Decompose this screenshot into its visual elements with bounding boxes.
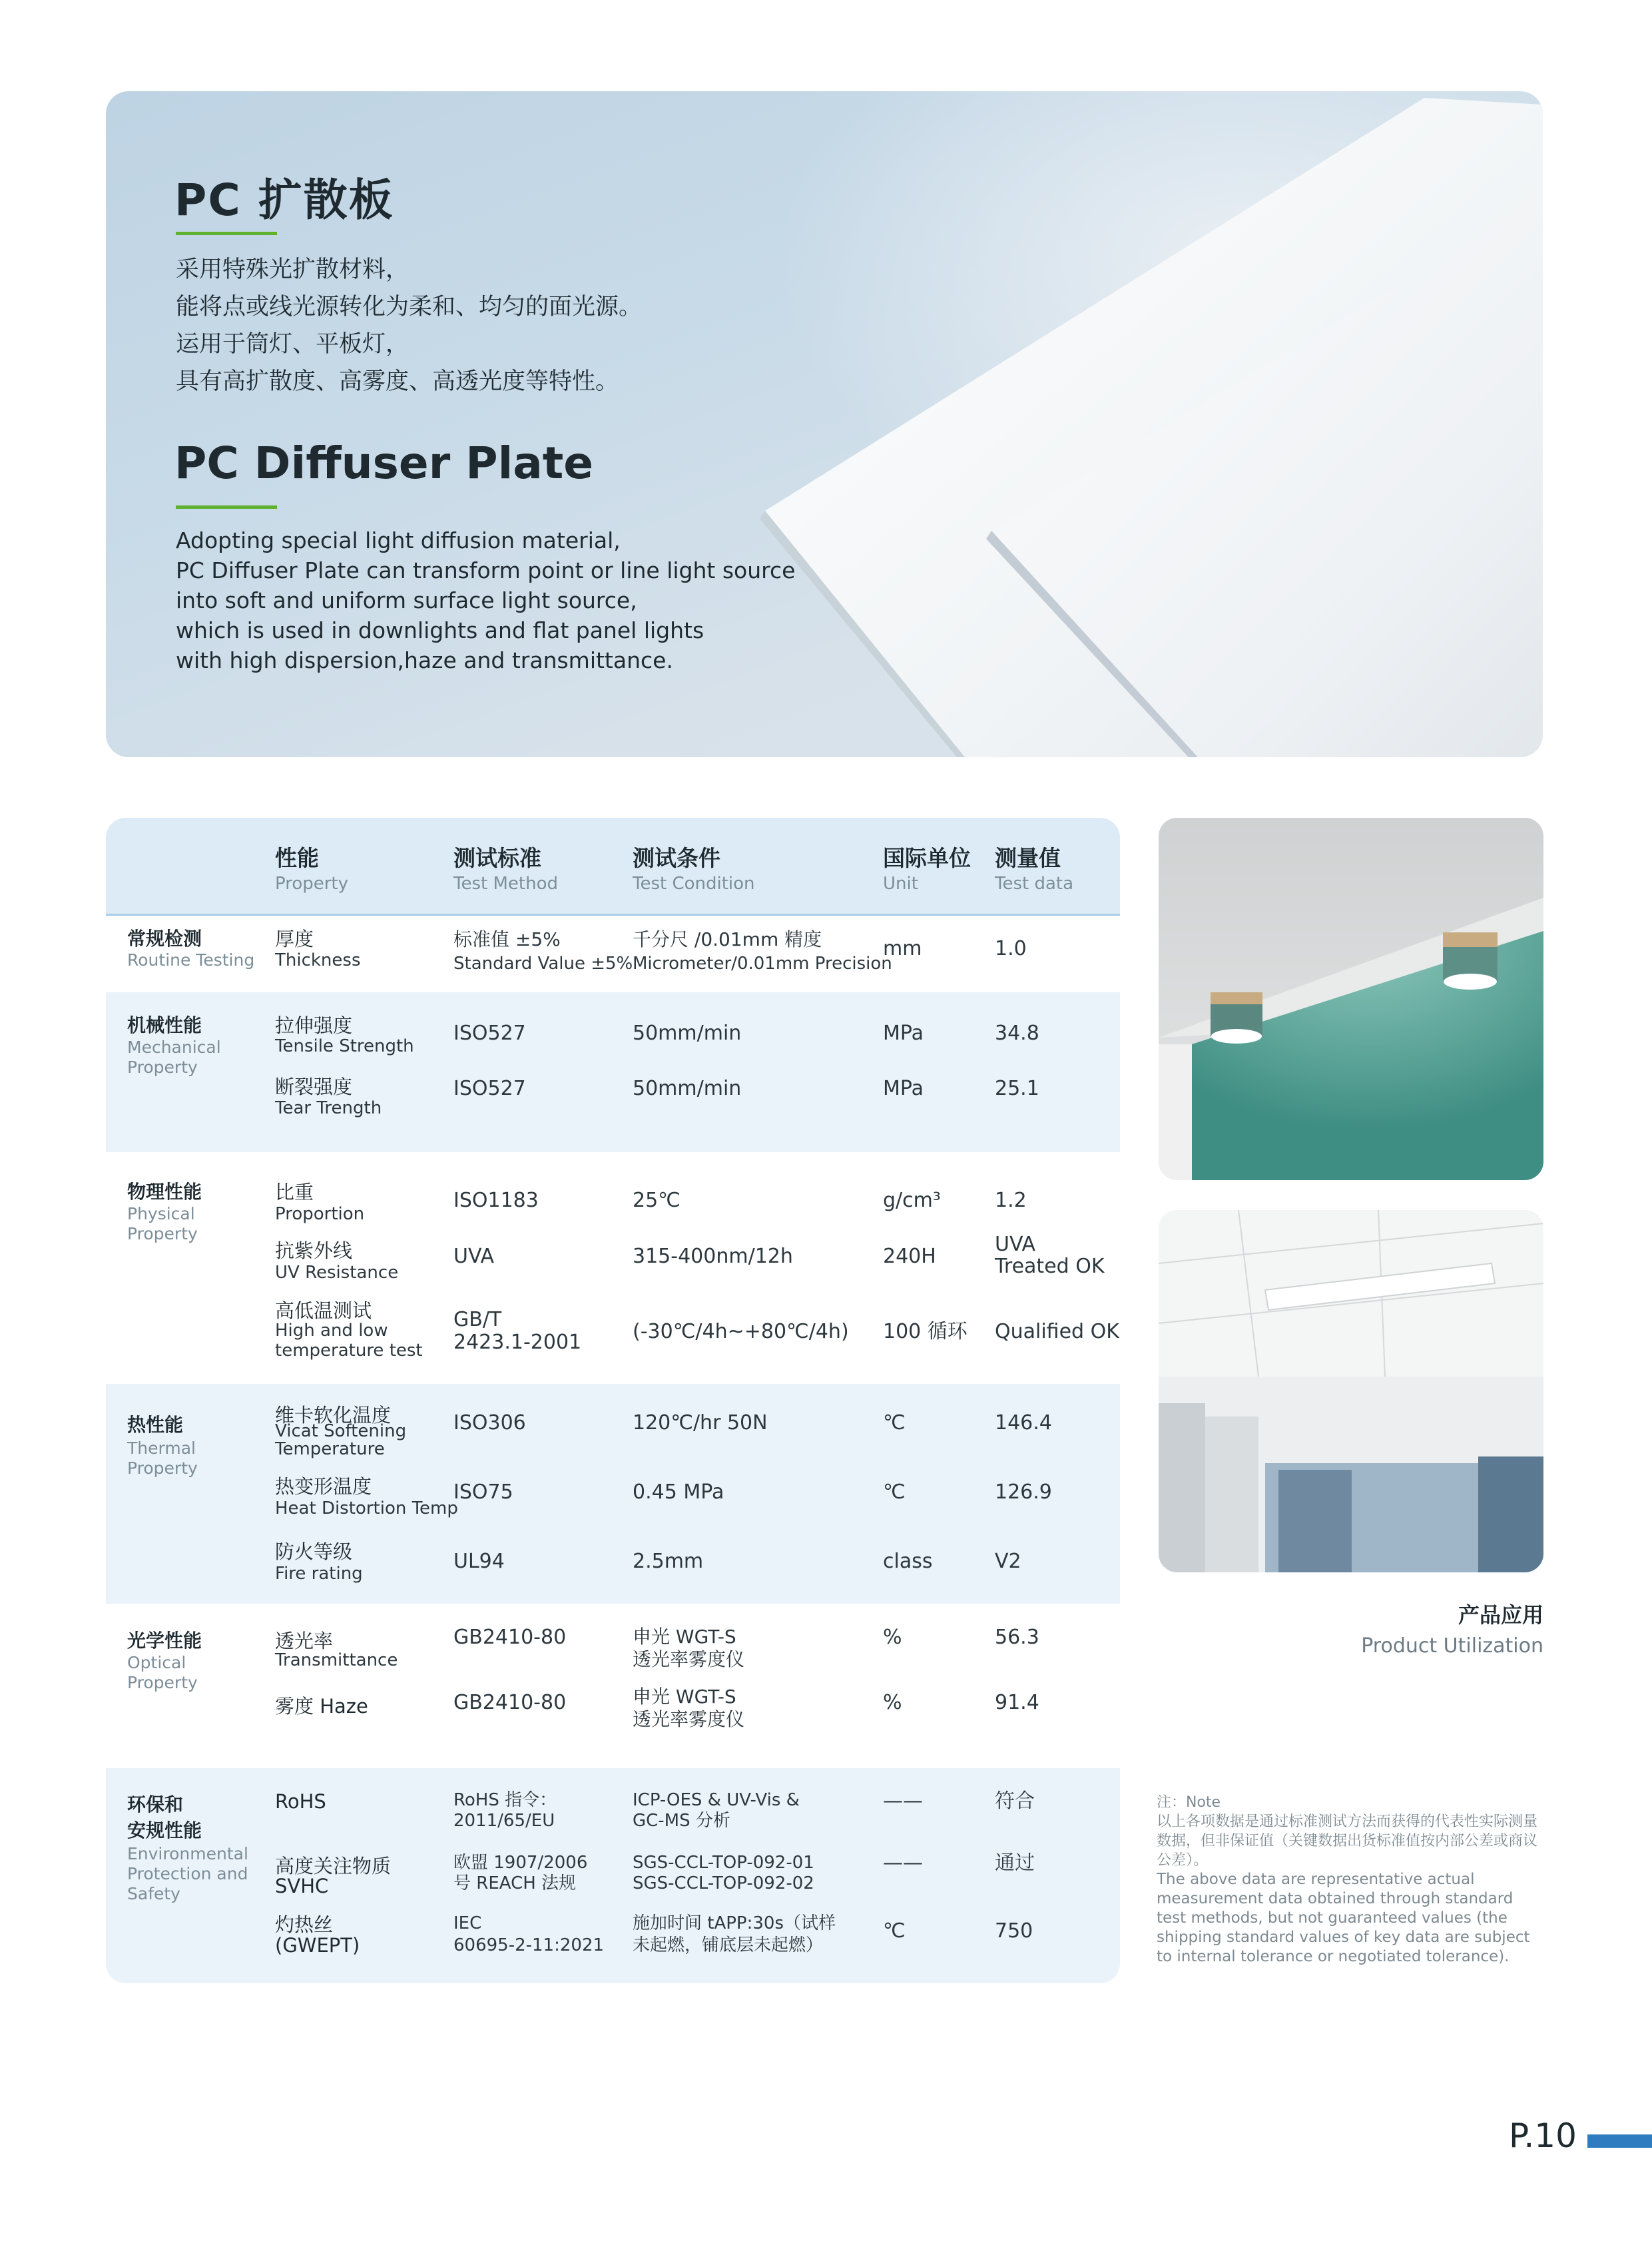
row-heat-distortion-cn: 热变形温度 [275, 1475, 372, 1498]
row-tensile-cn: 拉伸强度 [275, 1014, 353, 1037]
row-temperature-method: GB/T [453, 1308, 502, 1331]
row-transmittance-method: GB2410-80 [453, 1626, 567, 1649]
row-thickness-method: 标准值 ±5% [453, 928, 561, 950]
row-rohs-condition: ICP-OES & UV-Vis & [633, 1790, 800, 1810]
note-block [1157, 1793, 1543, 1967]
row-temperature-en-line2: temperature test [275, 1341, 423, 1361]
row-svhc-data: 通过 [995, 1851, 1035, 1875]
row-svhc-cn: 高度关注物质 [275, 1855, 392, 1877]
row-svhc-method: 欧盟 1907/2006 [453, 1853, 588, 1873]
row-transmittance-cn: 透光率 [275, 1630, 334, 1652]
title-cn-underline [176, 232, 277, 235]
group-routine-en: Routine Testing [127, 950, 255, 970]
row-tensile-unit: MPa [883, 1022, 924, 1045]
row-transmittance-unit: % [883, 1626, 902, 1649]
row-rohs-method: RoHS 指令： [453, 1790, 557, 1810]
group-environmental-en: Environmental Protection and Safety [127, 1844, 248, 1903]
title-en: PC Diffuser Plate [174, 438, 594, 489]
row-svhc-condition-line2: SGS-CCL-TOP-092-02 [633, 1873, 814, 1893]
hero-banner [106, 91, 1543, 757]
row-tensile-en: Tensile Strength [275, 1036, 414, 1056]
row-temperature-condition: (-30℃/4h~+80℃/4h) [633, 1320, 849, 1343]
row-gwept-condition-line2: 未起燃，铺底层未起燃） [633, 1935, 824, 1955]
description-en-line: Adopting special light diffusion material, [176, 527, 621, 553]
row-haze-condition: 申光 WGT-S [633, 1686, 736, 1708]
row-rohs-unit: —— [883, 1789, 923, 1813]
row-haze-method: GB2410-80 [453, 1691, 567, 1714]
row-proportion-data: 1.2 [995, 1189, 1027, 1212]
group-optical-en: Optical Property [127, 1653, 198, 1692]
row-uv-unit: 240H [883, 1245, 936, 1268]
header-property-cn: 性能 [275, 845, 319, 871]
note-text-cn: 以上各项数据是通过标准测试方法而获得的代表性实际测量数据，但非保证值（关键数据出货标准值按内部公差或商议公差）。 [1157, 1813, 1538, 1869]
row-haze-cn: 雾度 Haze [275, 1695, 368, 1718]
group-physical-cn: 物理性能 [127, 1181, 202, 1203]
description-cn [176, 251, 775, 400]
row-transmittance-condition-line2: 透光率雾度仪 [633, 1648, 745, 1670]
note-text-en: The above data are representative actual measurement data obtained through standard test methods, but not guaranteed values (the shipping standard values of key data are subject to internal tolerance or negotiated tolerance). [1157, 1871, 1530, 1965]
row-fire-rating-data: V2 [995, 1550, 1021, 1573]
row-uv-cn: 抗紫外线 [275, 1239, 353, 1262]
row-fire-rating-en: Fire rating [275, 1564, 363, 1584]
table-header-divider [106, 914, 1120, 916]
row-tear-condition: 50mm/min [633, 1077, 742, 1100]
row-vicat-method: ISO306 [453, 1411, 526, 1435]
row-heat-distortion-unit: ℃ [883, 1480, 906, 1504]
row-rohs-cn: RoHS [275, 1790, 326, 1813]
row-vicat-data: 146.4 [995, 1411, 1052, 1435]
row-rohs-condition-line2: GC-MS 分析 [633, 1811, 730, 1831]
row-haze-data: 91.4 [995, 1691, 1039, 1714]
group-routine-cn: 常规检测 [127, 928, 202, 950]
row-uv-method: UVA [453, 1245, 495, 1268]
row-tensile-method: ISO527 [453, 1022, 526, 1045]
row-tear-unit: MPa [883, 1077, 924, 1100]
row-temperature-method-line2: 2423.1-2001 [453, 1331, 582, 1354]
row-heat-distortion-condition: 0.45 MPa [633, 1480, 724, 1504]
header-condition-en: Test Condition [633, 874, 755, 894]
row-vicat-en-line2: Temperature [275, 1439, 385, 1459]
header-method-cn: 测试标准 [453, 845, 541, 871]
row-tensile-data: 34.8 [995, 1022, 1039, 1045]
row-gwept-cn-line2: (GWEPT) [275, 1934, 360, 1957]
row-uv-data-line2: Treated OK [995, 1255, 1105, 1278]
row-temperature-data: Qualified OK [995, 1320, 1119, 1343]
note-label: 注：Note [1157, 1794, 1221, 1811]
row-gwept-unit: ℃ [883, 1919, 906, 1943]
description-cn-line: 采用特殊光扩散材料， [176, 256, 410, 283]
row-thickness-cn: 厚度 [275, 928, 314, 950]
row-transmittance-en: Transmittance [275, 1650, 398, 1670]
header-condition-cn: 测试条件 [633, 845, 720, 871]
row-proportion-condition: 25℃ [633, 1189, 681, 1212]
page-number: P.10 [1509, 2116, 1577, 2155]
row-heat-distortion-method: ISO75 [453, 1480, 513, 1504]
group-mechanical-cn: 机械性能 [127, 1014, 202, 1036]
row-gwept-data: 750 [995, 1919, 1033, 1943]
row-tear-data: 25.1 [995, 1077, 1039, 1100]
group-environmental-cn-line2: 安规性能 [127, 1819, 202, 1841]
row-temperature-unit: 100 循环 [883, 1320, 967, 1343]
group-optical-cn: 光学性能 [127, 1630, 202, 1652]
row-proportion-method: ISO1183 [453, 1189, 539, 1212]
row-tear-en: Tear Trength [275, 1098, 382, 1118]
group-thermal-en: Thermal Property [127, 1439, 198, 1478]
description-cn-line: 能将点或线光源转化为柔和、均匀的面光源。 [176, 294, 643, 320]
title-en-underline [176, 505, 277, 509]
row-tear-method: ISO527 [453, 1077, 526, 1100]
row-fire-rating-condition: 2.5mm [633, 1550, 704, 1573]
row-gwept-condition: 施加时间 tAPP:30s（试样 [633, 1913, 836, 1933]
row-tear-cn: 断裂强度 [275, 1076, 353, 1098]
description-en-line: PC Diffuser Plate can transform point or line light source [176, 557, 796, 583]
photo-caption-en: Product Utilization [1361, 1634, 1543, 1658]
description-cn-line: 具有高扩散度、高雾度、高透光度等特性。 [176, 368, 619, 395]
row-thickness-unit: mm [883, 937, 922, 960]
header-data-cn: 测量值 [995, 845, 1061, 871]
header-unit-cn: 国际单位 [883, 845, 971, 871]
header-data-en: Test data [995, 874, 1074, 894]
row-rohs-method-line2: 2011/65/EU [453, 1811, 555, 1831]
group-band-thermal [106, 1384, 1120, 1604]
row-vicat-unit: ℃ [883, 1411, 906, 1435]
group-physical-en: Physical Property [127, 1204, 198, 1243]
header-method-en: Test Method [453, 874, 558, 894]
description-en-line: with high dispersion,haze and transmittance. [176, 647, 673, 673]
row-temperature-en: High and low [275, 1321, 388, 1341]
row-proportion-en: Proportion [275, 1204, 365, 1224]
row-uv-condition: 315-400nm/12h [633, 1245, 793, 1268]
row-uv-en: UV Resistance [275, 1263, 399, 1283]
row-fire-rating-unit: class [883, 1550, 933, 1573]
row-gwept-method: IEC [453, 1913, 482, 1933]
description-en [176, 525, 842, 675]
row-heat-distortion-en: Heat Distortion Temp [275, 1498, 458, 1518]
row-gwept-cn: 灼热丝 [275, 1913, 334, 1936]
row-tensile-condition: 50mm/min [633, 1022, 742, 1045]
description-cn-line: 运用于筒灯、平板灯， [176, 331, 410, 358]
page-number-bar [1587, 2134, 1652, 2148]
row-svhc-cn-line2: SVHC [275, 1875, 329, 1897]
downlight-photo [1159, 818, 1543, 1180]
row-haze-unit: % [883, 1691, 902, 1714]
row-proportion-cn: 比重 [275, 1181, 314, 1203]
group-mechanical-en: Mechanical Property [127, 1038, 221, 1077]
row-svhc-condition: SGS-CCL-TOP-092-01 [633, 1853, 814, 1873]
photo-caption-cn: 产品应用 [1458, 1602, 1543, 1628]
row-vicat-cn: 维卡软化温度 [275, 1404, 392, 1427]
title-cn: PC 扩散板 [174, 174, 394, 226]
row-fire-rating-method: UL94 [453, 1550, 505, 1573]
row-thickness-method-en: Standard Value ±5% [453, 954, 633, 974]
row-proportion-unit: g/cm³ [883, 1189, 941, 1212]
description-en-line: which is used in downlights and flat panel lights [176, 617, 704, 643]
row-haze-condition-line2: 透光率雾度仪 [633, 1708, 745, 1730]
header-property-en: Property [275, 874, 349, 894]
row-transmittance-condition: 申光 WGT-S [633, 1626, 736, 1648]
row-heat-distortion-data: 126.9 [995, 1480, 1052, 1504]
row-vicat-condition: 120℃/hr 50N [633, 1411, 768, 1435]
row-thickness-condition: 千分尺 /0.01mm 精度 [633, 928, 822, 950]
group-thermal-cn: 热性能 [127, 1414, 184, 1436]
row-gwept-method-line2: 60695-2-11:2021 [453, 1935, 605, 1955]
row-fire-rating-cn: 防火等级 [275, 1540, 353, 1563]
row-svhc-method-line2: 号 REACH 法规 [453, 1873, 577, 1893]
row-svhc-unit: —— [883, 1851, 923, 1875]
row-thickness-data: 1.0 [995, 937, 1027, 960]
row-thickness-en: Thickness [275, 950, 361, 970]
group-environmental-cn: 环保和 [127, 1793, 184, 1815]
properties-table [106, 818, 1120, 1983]
header-unit-en: Unit [883, 874, 918, 894]
row-transmittance-data: 56.3 [995, 1626, 1039, 1649]
panel-light-photo [1159, 1210, 1543, 1572]
row-temperature-cn: 高低温测试 [275, 1299, 372, 1322]
row-uv-data: UVA [995, 1233, 1036, 1256]
row-rohs-data: 符合 [995, 1789, 1035, 1813]
description-en-line: into soft and uniform surface light source, [176, 587, 637, 613]
row-thickness-condition-en: Micrometer/0.01mm Precision [633, 954, 892, 974]
row-vicat-en: Vicat Softening [275, 1421, 407, 1441]
